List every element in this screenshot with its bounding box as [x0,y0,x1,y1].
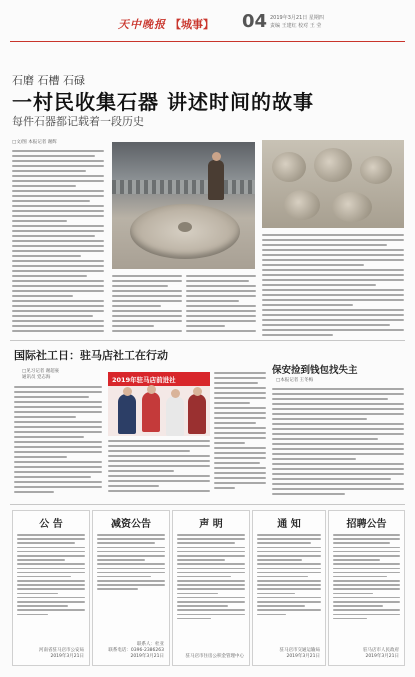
lead-subhead: 每件石器都记载着一段历史 [12,115,144,128]
lead-text-column-3 [186,275,256,337]
lead-text-column-2 [112,275,182,337]
notice-body [257,534,321,618]
page-number: 04 [242,11,268,32]
social-work-text-column-1 [14,386,102,498]
issue-editors: 责编 王建红 校对 王 莹 [270,23,322,29]
social-work-text-column-2 [108,440,210,498]
notice-title: 招聘公告 [346,519,387,530]
notice-title: 通 知 [277,519,301,530]
social-work-headline: 国际社工日：驻马店社工在行动 [14,349,168,362]
security-guard-headline: 保安捡到钱包找失主 [272,365,358,376]
newspaper-logo: 天中晚报 [118,18,166,31]
security-guard-text [272,388,404,498]
event-banner-text: 2019年驻马店前进社 [108,372,210,386]
lead-headline: 一村民收集石器 讲述时间的故事 [12,90,314,114]
section-divider [10,340,405,341]
notice-title: 声 明 [199,519,223,530]
notice-body [333,534,400,622]
social-work-byline: □见习记者 谢超豪 通讯员 党志海 [22,369,60,380]
social-work-text-column-3 [214,372,266,498]
security-guard-byline: □本报记者 王冬梅 [276,378,314,383]
lead-byline: □文/图 本报记者 谢辉 [12,140,57,145]
stone-artifacts-photo [262,140,404,228]
masthead [10,8,405,42]
notice-body [97,534,165,593]
social-work-event-photo [108,372,210,436]
issue-info [270,14,324,30]
notice-recruitment [328,510,405,666]
notice-footer: 驻马店市人民政府 2019年3月21日 [363,648,399,659]
notice-body [17,534,85,618]
notice-body [177,534,245,622]
issue-date: 2019年3月21日 星期四 [270,15,324,21]
millstone-photo [112,142,255,269]
lead-text-column-4 [262,234,404,338]
notice-announcement [12,510,90,666]
section-name: 【城事】 [170,18,214,31]
notices-divider [10,504,405,505]
lead-text-column-1 [12,150,104,336]
lead-kicker: 石磨 石槽 石碌 [12,74,85,87]
notice-title: 减资公告 [111,519,151,530]
notice-footer: 驻马店市住房公积金管理中心 [185,654,244,659]
notice-title: 公 告 [39,519,63,530]
notice-footer: 联系人：杜亚 联系电话：0396-2386263 2019年3月21日 [108,642,164,659]
notice-capital-reduction [92,510,170,666]
notice-statement [172,510,250,666]
notice-footer: 驻马店市交通运输局 2019年3月21日 [279,648,320,659]
notice-notification [252,510,326,666]
notice-footer: 河南省驻马店市公安局 2019年3月21日 [39,648,84,659]
